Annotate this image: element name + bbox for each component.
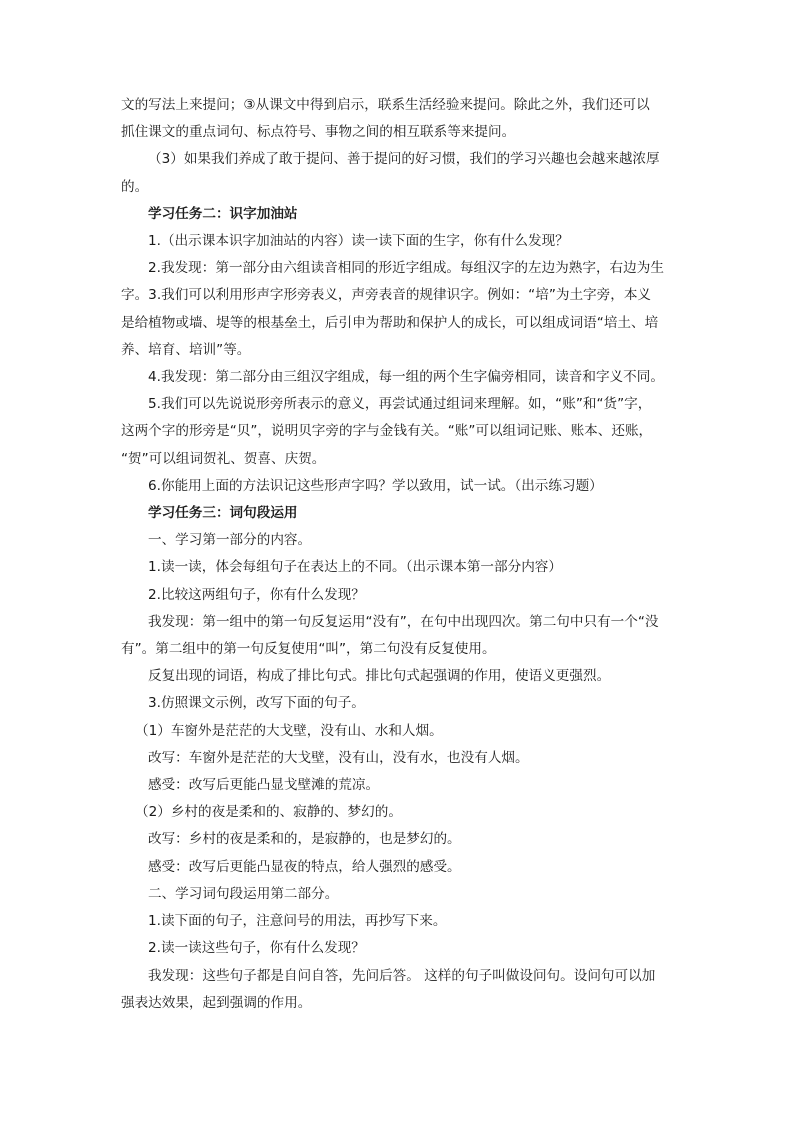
text-line: 强表达效果，起到强调的作用。 xyxy=(121,994,312,1011)
section-heading: 学习任务三：词句段运用 xyxy=(148,505,298,522)
text-line: 字。3.我们可以利用形声字形旁表义，声旁表音的规律识字。例如：“培”为土字旁，本义 xyxy=(121,287,652,304)
text-line: 2.读一读这些句子，你有什么发现？ xyxy=(148,940,365,957)
text-line: 6.你能用上面的方法识记这些形声字吗？学以致用，试一试。（出示练习题） xyxy=(148,477,603,494)
text-line: 2.我发现：第一部分由六组读音相同的形近字组成。每组汉字的左边为熟字，右边为生 xyxy=(148,260,664,277)
text-line: 的。 xyxy=(121,178,149,195)
text-line: 养、培育、培训”等。 xyxy=(121,341,251,358)
text-line: 我发现：这些句子都是自问自答，先问后答。 这样的句子叫做设问句。设问句可以加 xyxy=(148,967,656,984)
text-line: 反复出现的词语，构成了排比句式。排比句式起强调的作用，使语义更强烈。 xyxy=(148,668,611,685)
paragraph xyxy=(121,255,677,364)
paragraph xyxy=(121,92,677,146)
text-line: 抓住课文的重点词句、标点符号、事物之间的相互联系等来提问。 xyxy=(121,124,516,141)
text-line: 是给植物或墙、堤等的根基垒土，后引申为帮助和保护人的成长，可以组成词语“培土、培 xyxy=(121,314,659,331)
text-line: （2）乡村的夜是柔和的、寂静的、梦幻的。 xyxy=(135,804,402,821)
text-line: 改写：车窗外是茫茫的大戈壁，没有山，没有水，也没有人烟。 xyxy=(148,749,529,766)
document-page xyxy=(121,92,677,1017)
paragraph xyxy=(121,146,677,200)
text-line: 感受：改写后更能凸显戈壁滩的荒凉。 xyxy=(148,777,380,794)
text-line: 这两个字的形旁是“贝”，说明贝字旁的字与金钱有关。“账”可以组词记账、账本、还账， xyxy=(121,423,653,440)
text-line: （1）车窗外是茫茫的大戈壁，没有山、水和人烟。 xyxy=(135,722,443,739)
paragraph xyxy=(121,391,677,473)
text-line: 有”。第二组中的第一句反复使用“叫”，第二句没有反复使用。 xyxy=(121,641,496,658)
text-line: “贺”可以组词贺礼、贺喜、庆贺。 xyxy=(121,450,326,467)
text-line: 1.（出示课本识字加油站的内容）读一读下面的生字，你有什么发现？ xyxy=(148,233,569,250)
paragraph xyxy=(121,609,677,663)
text-line: 改写：乡村的夜是柔和的，是寂静的，也是梦幻的。 xyxy=(148,831,461,848)
text-line: 4.我发现：第二部分由三组汉字组成，每一组的两个生字偏旁相同，读音和字义不同。 xyxy=(148,369,664,386)
text-line: 我发现：第一组中的第一句反复运用“没有”，在句中出现四次。第二句中只有一个“没 xyxy=(148,613,659,630)
text-line: 3.仿照课文示例，改写下面的句子。 xyxy=(148,695,365,712)
text-line: 1.读一读，体会每组句子在表达上的不同。（出示课本第一部分内容） xyxy=(148,559,562,576)
text-line: 文的写法上来提问；③从课文中得到启示，联系生活经验来提问。除此之外，我们还可以 xyxy=(121,97,650,113)
text-line: 感受：改写后更能凸显夜的特点，给人强烈的感受。 xyxy=(148,858,461,875)
paragraph xyxy=(121,963,677,1017)
text-line: 二、学习词句段运用第二部分。 xyxy=(148,885,339,902)
text-line: （3）如果我们养成了敢于提问、善于提问的好习惯，我们的学习兴趣也会越来越浓厚 xyxy=(148,151,660,168)
text-line: 5.我们可以先说说形旁所表示的意义，再尝试通过组词来理解。如，“账”和“货”字， xyxy=(148,396,652,413)
text-line: 2.比较这两组句子，你有什么发现？ xyxy=(148,586,365,603)
section-heading: 学习任务二：识字加油站 xyxy=(148,205,298,222)
text-line: 1.读下面的句子，注意问号的用法，再抄写下来。 xyxy=(148,913,447,930)
text-line: 一、学习第一部分的内容。 xyxy=(148,532,312,549)
